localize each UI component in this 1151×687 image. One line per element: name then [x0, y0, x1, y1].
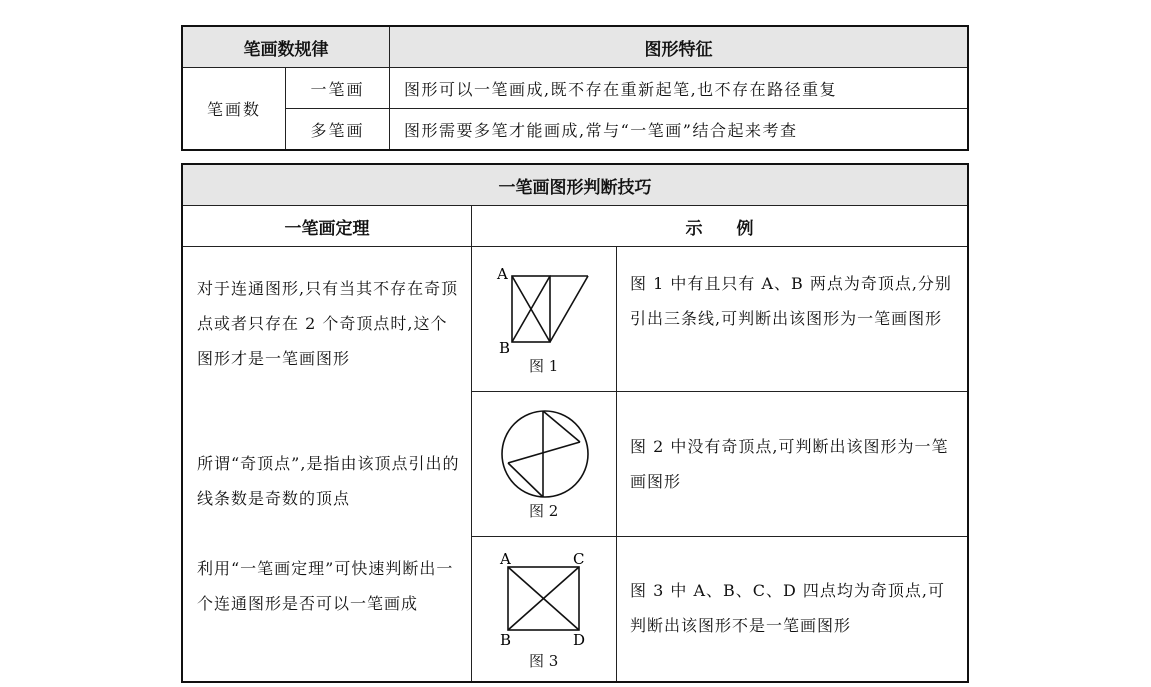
figure-2-diagram — [497, 406, 593, 502]
row-feature-multi: 图形需要多笔才能画成,常与“一笔画”结合起来考查 — [404, 120, 798, 140]
theorem-paragraph-2: 所谓“奇顶点”,是指由该顶点引出的线条数是奇数的顶点 — [197, 454, 460, 508]
row-type-multi: 多笔画 — [310, 120, 365, 140]
figure-3-label-c: C — [573, 550, 585, 568]
figure-3-label-b: B — [500, 631, 512, 646]
figure-3-label-d: D — [573, 631, 586, 646]
figure-1-label-b: B — [499, 339, 511, 354]
row-group-label: 笔画数 — [206, 100, 261, 119]
example-2-description: 图 2 中没有奇顶点,可判断出该图形为一笔画图形 — [630, 437, 949, 491]
tips-table-title: 一笔画图形判断技巧 — [183, 165, 967, 205]
figure-3-label-a: A — [500, 550, 511, 568]
figure-1-label-a: A — [497, 265, 508, 283]
example-1-description: 图 1 中有且只有 A、B 两点为奇顶点,分别引出三条线,可判断出该图形为一笔画图形 — [630, 274, 952, 328]
example-3-description: 图 3 中 A、B、C、D 四点均为奇顶点,可判断出该图形不是一笔画图形 — [630, 581, 945, 635]
figure-3-caption: 图 3 — [529, 652, 559, 670]
example-header: 示 例 — [685, 218, 754, 239]
theorem-paragraph-1: 对于连通图形,只有当其不存在奇顶点或者只存在 2 个奇顶点时,这个图形才是一笔画图形 — [197, 279, 459, 368]
figure-2-caption: 图 2 — [529, 502, 559, 520]
theorem-paragraph-3: 利用“一笔画定理”可快速判断出一个连通图形是否可以一笔画成 — [197, 559, 454, 613]
header-shape-feature: 图形特征 — [644, 39, 713, 60]
figure-3-diagram — [495, 549, 595, 646]
theorem-header: 一笔画定理 — [284, 218, 370, 239]
row-type-single: 一笔画 — [310, 79, 365, 99]
figure-1-diagram — [495, 262, 595, 354]
figure-1-caption: 图 1 — [529, 357, 559, 375]
row-feature-single: 图形可以一笔画成,既不存在重新起笔,也不存在路径重复 — [404, 79, 838, 99]
header-stroke-rule: 笔画数规律 — [243, 39, 329, 60]
